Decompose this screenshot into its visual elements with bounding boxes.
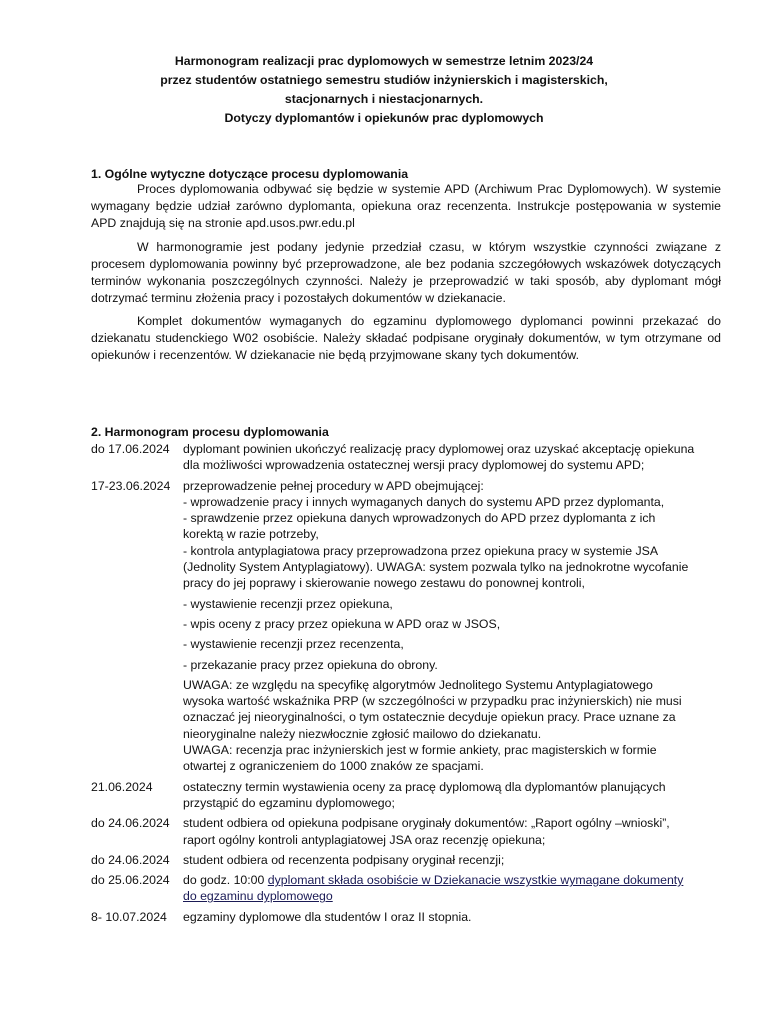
description-line: student odbiera od opiekuna podpisane oryginały dokumentów: „Raport ogólny –wnioski”, — [183, 816, 670, 831]
description-line: otwartej z ograniczeniem do 1000 znaków ze spacjami. — [183, 759, 484, 774]
description-block — [183, 596, 731, 612]
schedule-description — [183, 815, 731, 848]
description-line: UWAGA: recenzja prac inżynierskich jest w formie ankiety, prac magisterskich w formie — [183, 743, 657, 758]
description-line — [183, 888, 731, 904]
description-line: przystąpić do egzaminu dyplomowego; — [183, 795, 395, 810]
description-line — [183, 872, 731, 888]
description-line: oznaczać jej nieoryginalności, o tym ostatecznie decyduje opiekun pracy. Prace uznane za — [183, 710, 676, 725]
section-1-paragraph: Komplet dokumentów wymaganych do egzaminu dyplomowego dyplomanci powinni przekazać do dziekanatu studenckiego W02 osobiście. Należy składać podpisane oryginały dokumentów, w tym otrzymane od opiekunów i recenzentów. W dziekanacie nie będą przyjmowane skany tych dokumentów. — [91, 314, 721, 362]
section-1-paragraph: Proces dyplomowania odbywać się będzie w systemie APD (Archiwum Prac Dyplomowych). W systemie wymagany będzie udział zarówno dyplomanta, opiekuna oraz recenzenta. Instrukcje postępowania w systemie APD znajdują się na stronie apd.usos.pwr.edu.pl — [91, 182, 721, 230]
underlined-text: do egzaminu dyplomowego — [183, 889, 333, 904]
schedule-date: 8- 10.07.2024 — [91, 909, 167, 924]
header-line: stacjonarnych i niestacjonarnych. — [284, 92, 484, 106]
description-line: - kontrola antyplagiatowa pracy przeprowadzona przez opiekuna pracy w systemie JSA — [183, 543, 659, 558]
schedule-row — [91, 441, 731, 474]
description-line: - wystawienie recenzji przez opiekuna, — [183, 596, 393, 611]
description-block — [183, 779, 731, 812]
schedule-description — [183, 909, 731, 925]
description-block — [183, 441, 731, 474]
description-line: dla możliwości wprowadzenia ostatecznej wersji pracy dyplomowej do systemu APD; — [183, 458, 645, 473]
schedule-date: 17-23.06.2024 — [91, 478, 171, 493]
description-block — [183, 636, 731, 652]
schedule-description — [183, 852, 731, 868]
underlined-text: dyplomant składa osobiście w Dziekanacie wszystkie wymagane dokumenty — [267, 873, 684, 888]
description-line: egzaminy dyplomowe dla studentów I oraz II stopnia. — [183, 909, 472, 924]
description-line: UWAGA: ze względu na specyfikę algorytmów Jednolitego Systemu Antyplagiatowego — [183, 677, 653, 692]
description-block — [183, 478, 731, 592]
schedule-description — [183, 478, 731, 775]
description-line: (Jednolity System Antyplagiatowy). UWAGA: system pozwala tylko na jednokrotne wycofanie — [183, 560, 689, 575]
schedule-row — [91, 872, 731, 905]
schedule-row — [91, 852, 731, 868]
schedule-date: do 17.06.2024 — [91, 442, 170, 456]
description-block — [183, 677, 731, 775]
description-line: dyplomant powinien ukończyć realizację pracy dyplomowej oraz uzyskać akceptację opiekuna — [183, 442, 695, 456]
description-block — [183, 909, 731, 925]
description-line: - przekazanie pracy przez opiekuna do obrony. — [183, 657, 438, 672]
description-block — [183, 815, 731, 848]
schedule-date: do 25.06.2024 — [91, 873, 170, 888]
schedule-date: do 24.06.2024 — [91, 816, 170, 831]
document-header — [0, 52, 768, 128]
description-line: - wprowadzenie pracy i innych wymaganych danych do systemu APD przez dyplomanta, — [183, 494, 665, 509]
description-block — [183, 852, 731, 868]
description-line: nieoryginalne należy niezwłocznie zgłosić mailowo do dziekanatu. — [183, 726, 542, 741]
description-line: - wpis oceny z pracy przez opiekuna w APD oraz w JSOS, — [183, 616, 501, 631]
schedule-row — [91, 478, 731, 775]
header-line: przez studentów ostatniego semestru studiów inżynierskich i magisterskich, — [160, 73, 608, 87]
schedule-description — [183, 779, 731, 812]
schedule-date: do 24.06.2024 — [91, 852, 170, 867]
schedule-description — [183, 872, 731, 905]
description-line: - sprawdzenie przez opiekuna danych wprowadzonych do APD przez dyplomanta z ich — [183, 511, 656, 526]
description-line: przeprowadzenie pełnej procedury w APD obejmującej: — [183, 478, 484, 493]
section-1-paragraph: W harmonogramie jest podany jedynie przedział czasu, w którym wszystkie czynności związane z procesem dyplomowania powinny być przeprowadzone, ale bez podania szczegółowych wskazówek dotyczących terminów wykonania poszczególnych czynności. Należy je przeprowadzić w taki sposób, aby dyplomant mógł dotrzymać terminu złożenia pracy i pozostałych dokumentów w dziekanacie. — [91, 240, 721, 305]
deadline-time: do godz. 10:00 — [183, 873, 268, 888]
description-line: ostateczny termin wystawienia oceny za pracę dyplomową dla dyplomantów planujących — [183, 779, 666, 794]
description-block — [183, 616, 731, 632]
header-line: Harmonogram realizacji prac dyplomowych w semestrze letnim 2023/24 — [174, 54, 594, 68]
schedule-date: 21.06.2024 — [91, 779, 153, 794]
schedule-row — [91, 815, 731, 848]
description-line: wysoka wartość wskaźnika PRP (w szczególności w przypadku prac inżynierskich) nie musi — [183, 694, 682, 709]
schedule-row — [91, 779, 731, 812]
description-line: student odbiera od recenzenta podpisany oryginał recenzji; — [183, 852, 505, 867]
description-line: pracy do jej poprawy i skierowanie nowego zestawu do ponownej kontroli, — [183, 576, 585, 591]
header-line: Dotyczy dyplomantów i opiekunów prac dyplomowych — [224, 111, 544, 125]
description-line: korektą w razie potrzeby, — [183, 527, 319, 542]
schedule-row — [91, 909, 731, 925]
description-line: raport ogólny kontroli antyplagiatowej JSA oraz recenzję opiekuna; — [183, 832, 546, 847]
schedule-description — [183, 441, 731, 474]
description-line: - wystawienie recenzji przez recenzenta, — [183, 637, 404, 652]
schedule-table — [91, 441, 731, 925]
description-block — [183, 657, 731, 673]
section-1-title: 1. Ogólne wytyczne dotyczące procesu dyplomowania — [91, 167, 409, 181]
section-2-title: 2. Harmonogram procesu dyplomowania — [91, 425, 329, 439]
